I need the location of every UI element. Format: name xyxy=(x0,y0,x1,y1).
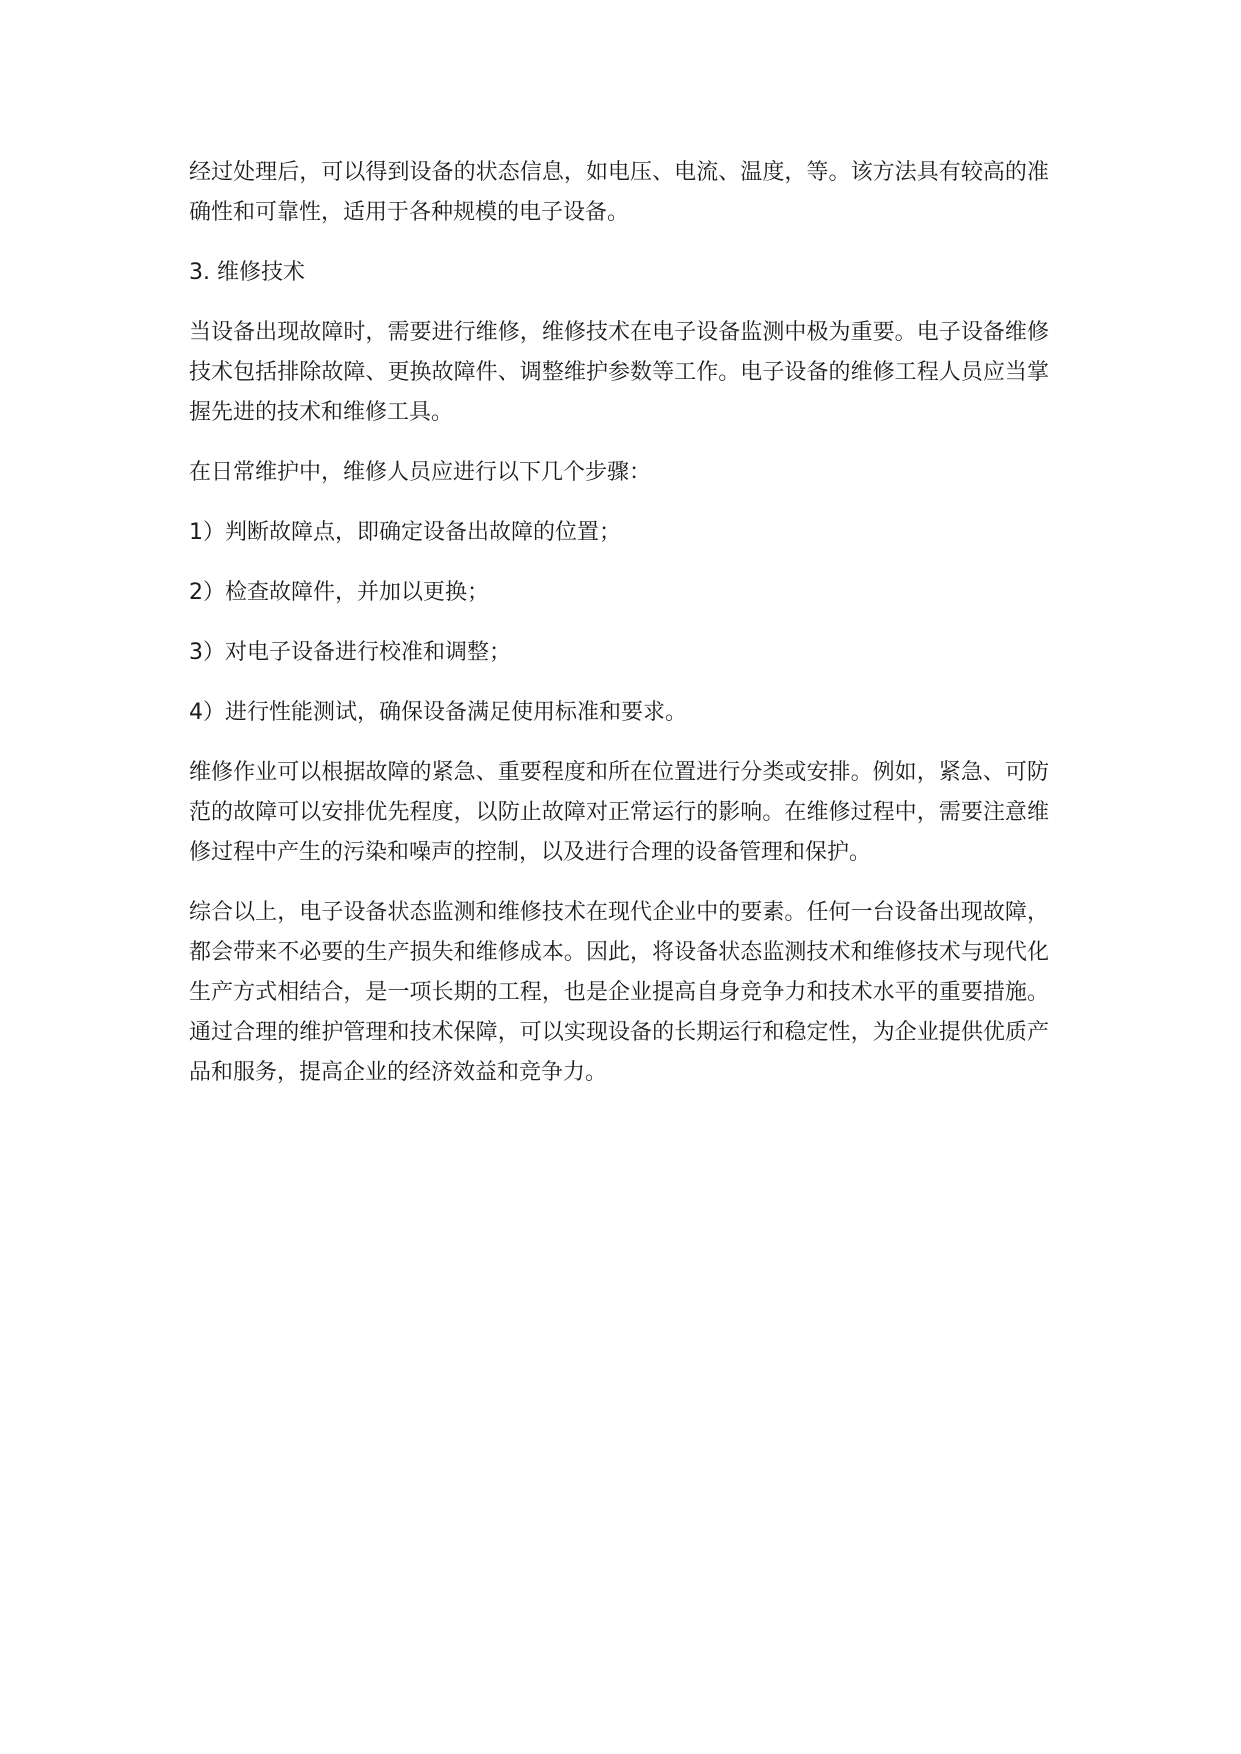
paragraph-status-info: 经过处理后，可以得到设备的状态信息，如电压、电流、温度，等。该方法具有较高的准确性和可靠性，适用于各种规模的电子设备。 xyxy=(189,160,1049,225)
section-heading-maintenance: 3. 维修技术 xyxy=(189,260,305,285)
list-item-step-3: 3）对电子设备进行校准和调整； xyxy=(189,640,511,665)
list-item-step-1: 1）判断故障点，即确定设备出故障的位置； xyxy=(189,520,621,545)
paragraph-steps-intro: 在日常维护中，维修人员应进行以下几个步骤： xyxy=(189,460,652,485)
document-body xyxy=(189,153,1049,1113)
paragraph-conclusion: 综合以上，电子设备状态监测和维修技术在现代企业中的要素。任何一台设备出现故障，都会带来不必要的生产损失和维修成本。因此，将设备状态监测技术和维修技术与现代化生产方式相结合，是一项长期的工程，也是企业提高自身竞争力和技术水平的重要措施。通过合理的维护管理和技术保障，可以实现设备的长期运行和稳定性，为企业提供优质产品和服务，提高企业的经济效益和竞争力。 xyxy=(189,900,1049,1085)
paragraph-maintenance-intro: 当设备出现故障时，需要进行维修，维修技术在电子设备监测中极为重要。电子设备维修技术包括排除故障、更换故障件、调整维护参数等工作。电子设备的维修工程人员应当掌握先进的技术和维修工具。 xyxy=(189,320,1049,425)
list-item-step-2: 2）检查故障件，并加以更换； xyxy=(189,580,489,605)
list-item-step-4: 4）进行性能测试，确保设备满足使用标准和要求。 xyxy=(189,700,687,725)
paragraph-maintenance-scheduling: 维修作业可以根据故障的紧急、重要程度和所在位置进行分类或安排。例如，紧急、可防范的故障可以安排优先程度，以防止故障对正常运行的影响。在维修过程中，需要注意维修过程中产生的污染和噪声的控制，以及进行合理的设备管理和保护。 xyxy=(189,760,1049,865)
